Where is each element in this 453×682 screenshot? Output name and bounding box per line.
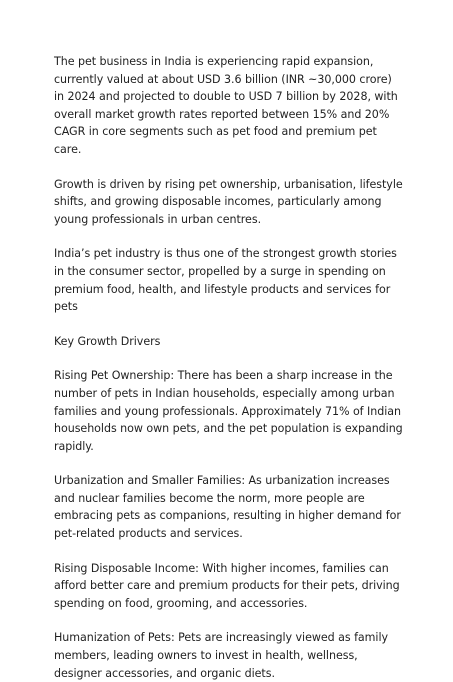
section-heading: Key Growth Drivers xyxy=(54,334,161,348)
pet-ownership-paragraph: Rising Pet Ownership: There has been a sharp increase in the number of pets in Indian households, especially among urban families and young professionals. Approximately 71% of Indian households now own pets, and the pet population is expanding rapidly. xyxy=(54,369,403,453)
humanization-paragraph: Humanization of Pets: Pets are increasingly viewed as family members, leading owners to invest in health, wellness, designer accessories, and organic diets. xyxy=(54,631,389,680)
growth-drivers-summary-paragraph: Growth is driven by rising pet ownership, urbanisation, lifestyle shifts, and growing disposable incomes, particularly among young professionals in urban centres. xyxy=(54,177,403,226)
disposable-income-paragraph: Rising Disposable Income: With higher incomes, families can afford better care and premium products for their pets, driving spending on food, grooming, and accessories. xyxy=(54,561,400,610)
market-overview-paragraph: The pet business in India is experiencing rapid expansion, currently valued at about USD 3.6 billion (INR ~30,000 crore) in 2024 and projected to double to USD 7 billion by 2028, with overall market growth rates reported between 15% and 20% CAGR in core segments such as pet food and premium pet care. xyxy=(54,55,398,156)
industry-outlook-paragraph: India’s pet industry is thus one of the strongest growth stories in the consumer sector, propelled by a surge in spending on premium food, health, and lifestyle products and services for pets xyxy=(54,247,397,314)
urbanization-paragraph: Urbanization and Smaller Families: As urbanization increases and nuclear families become the norm, more people are embracing pets as companions, resulting in higher demand for pet-related products and services. xyxy=(54,474,401,541)
